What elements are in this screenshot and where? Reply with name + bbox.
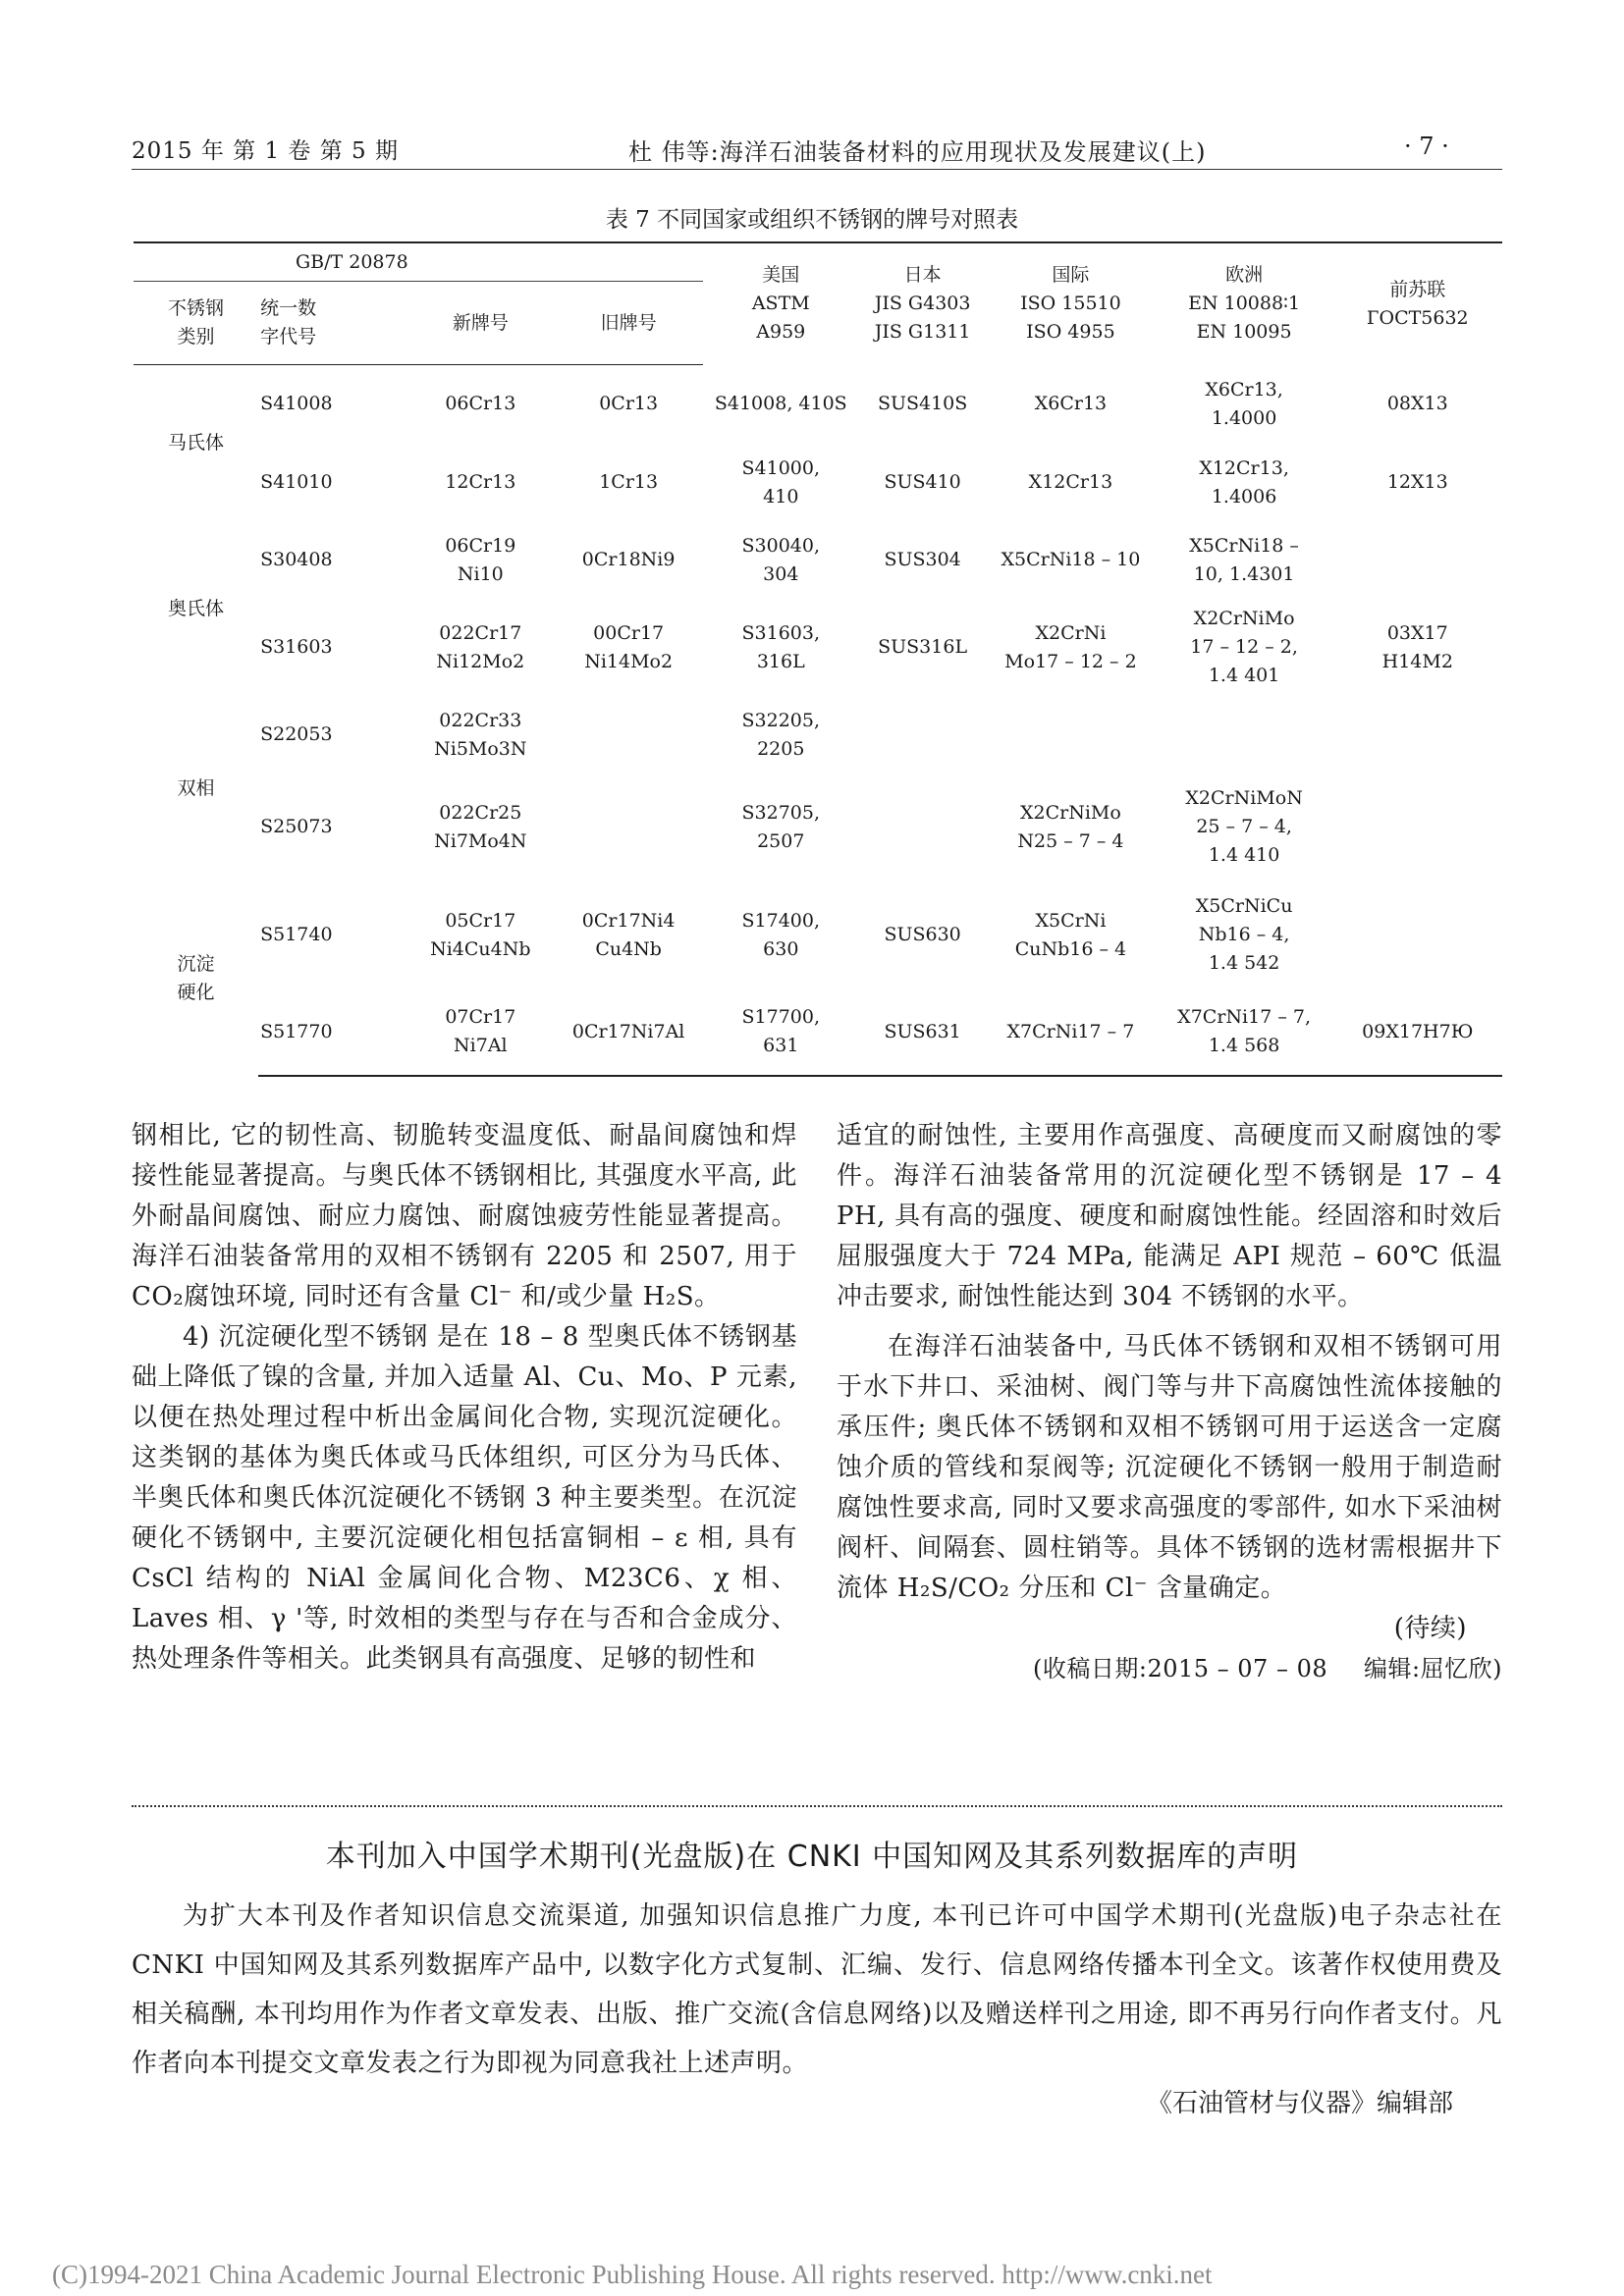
cell-code: S51770 [258, 989, 406, 1076]
table-row [134, 989, 1502, 1076]
table-row [134, 697, 1502, 774]
col-category: 不锈钢 类别 [134, 282, 258, 365]
cell-usa: S31603, 316L [741, 621, 821, 672]
col-code: 统一数 字代号 [258, 282, 406, 365]
grade-comparison-table [134, 241, 1502, 1077]
col-old-grade: 旧牌号 [555, 282, 703, 365]
left-paragraph-1: 钢相比, 它的韧性高、韧脆转变温度低、耐晶间腐蚀和焊接性能显著提高。与奥氏体不锈钢相比, 其强度水平高, 此外耐晶间腐蚀、耐应力腐蚀、耐腐蚀疲劳性能显著提高。海洋石油装备常用的双相不锈钢有 2205 和 2507, 用于 CO₂腐蚀环境, 同时还有含量 Cl⁻ 和/或少量 H₂S。 [132, 1121, 797, 1311]
cell-japan [859, 774, 986, 881]
cell-code: S22053 [260, 723, 333, 745]
cell-usa: S41000, 410 [741, 456, 821, 507]
cell-usa: S32705, 2507 [741, 801, 821, 852]
cell-new-grade: 022Cr33 Ni5Mo3N [434, 709, 527, 760]
col-international: 国际 ISO 15510 ISO 4955 [986, 242, 1155, 365]
notice-body: 为扩大本刊及作者知识信息交流渠道, 加强知识信息推广力度, 本刊已许可中国学术期刊(光盘版)电子杂志社在 CNKI 中国知网及其系列数据库产品中, 以数字化方式复制、汇编、发行、信息网络传播本刊全文。该著作权使用费及相关稿酬, 本刊均用作为作者文章发表、出版、推广交流(含信息网络)以及赠送样刊之用途, 即不再另行向作者支付。凡作者向本刊提交文章发表之行为即视为同意我社上述声明。 [132, 1901, 1502, 2078]
col-europe: 欧洲 EN 10088∶1 EN 10095 [1156, 242, 1333, 365]
table-row [134, 881, 1502, 989]
cell-international: X5CrNi CuNb16 – 4 [1014, 909, 1127, 960]
cell-category: 双相 [177, 777, 215, 799]
table-row [134, 599, 1502, 697]
cell-code: S30408 [260, 549, 333, 570]
table-caption: 表 7 不同国家或组织不锈钢的牌号对照表 [605, 207, 1019, 233]
cell-new-grade: 05Cr17 Ni4Cu4Nb [430, 909, 531, 960]
cell-new-grade: 12Cr13 [445, 471, 516, 493]
cell-europe: X2CrNiMoN 25 – 7 – 4, 1.4 410 [1185, 787, 1303, 866]
cell-ussr: 09X17H7Ю [1333, 989, 1502, 1076]
cell-ussr [1333, 697, 1502, 774]
table-row [134, 522, 1502, 599]
col-ussr: 前苏联 ГОСТ5632 [1333, 242, 1502, 365]
cell-code: S25073 [260, 816, 333, 837]
table-row [134, 444, 1502, 522]
cell-code: S41010 [260, 471, 333, 493]
cell-new-grade: 022Cr17 Ni12Mo2 [436, 621, 525, 672]
cell-category: 马氏体 [168, 432, 225, 454]
cell-old-grade: 0Cr17Ni4 Cu4Nb [581, 909, 676, 960]
cell-usa: S32205, 2205 [741, 709, 821, 760]
cell-usa: S41008, 410S [714, 393, 847, 414]
col-japan: 日本 JIS G4303 JIS G1311 [859, 242, 986, 365]
cell-category: 奥氏体 [168, 598, 225, 619]
cell-code: S41008 [260, 393, 333, 415]
received-date: (收稿日期:2015 – 07 – 08 [1033, 1655, 1328, 1682]
col-new-grade: 新牌号 [406, 282, 555, 365]
cell-new-grade: 07Cr17 Ni7Al [406, 989, 555, 1076]
cell-international: X12Cr13 [1028, 471, 1113, 493]
copyright-footer: (C)1994-2021 China Academic Journal Electronic Publishing House. All rights reserved. http://www.cnki.net [52, 2260, 1213, 2289]
cell-ussr: 03X17 H14M2 [1381, 621, 1453, 672]
cell-international: X2CrNi Mo17 – 12 – 2 [1004, 621, 1137, 672]
section-divider [132, 1805, 1502, 1807]
cell-japan: SUS410S [877, 393, 968, 414]
cell-japan: SUS410 [884, 471, 961, 493]
table-row [134, 774, 1502, 881]
left-column [132, 1116, 797, 1680]
cell-old-grade: 0Cr13 [599, 393, 659, 415]
cell-code: S31603 [260, 636, 333, 658]
cell-ussr [1333, 522, 1502, 599]
cell-international [986, 697, 1155, 774]
cell-europe: X5CrNiCu Nb16 – 4, 1.4 542 [1195, 895, 1293, 974]
cell-usa: S17700, 631 [703, 989, 859, 1076]
cell-international: X5CrNi18 – 10 [1001, 549, 1141, 570]
gb-standard-header: GB/T 20878 [134, 242, 703, 282]
cell-europe: X5CrNi18 – 10, 1.4301 [1189, 534, 1299, 585]
journal-issue-info: 2015 年 第 1 卷 第 5 期 [132, 138, 399, 164]
received-editor-line [837, 1649, 1502, 1689]
cell-ussr [1333, 774, 1502, 881]
cell-usa: S17400, 630 [741, 909, 821, 960]
right-paragraph-2: 在海洋石油装备中, 马氏体不锈钢和双相不锈钢可用于水下井口、采油树、阀门等与井下高腐蚀性流体接触的承压件; 奥氏体不锈钢和双相不锈钢可用于运送含一定腐蚀介质的管线和泵阀等; 沉淀硬化不锈钢一般用于制造耐腐蚀性要求高, 同时又要求高强度的零部件, 如水下采油树阀杆、间隔套、圆柱销等。具体不锈钢的选材需根据井下流体 H₂S/CO₂ 分压和 Cl⁻ 含量确定。 [837, 1332, 1502, 1603]
cell-usa: S30040, 304 [741, 534, 821, 585]
cell-japan: SUS631 [859, 989, 986, 1076]
cell-japan: SUS630 [884, 924, 961, 945]
to-be-continued: (待续) [1393, 1614, 1467, 1643]
cell-international: X6Cr13 [1034, 393, 1108, 414]
cell-old-grade: 1Cr13 [599, 471, 659, 493]
right-column [837, 1116, 1502, 1689]
cell-international: X7CrNi17 – 7 [986, 989, 1155, 1076]
cell-old-grade: 0Cr18Ni9 [581, 549, 676, 570]
cell-japan [859, 697, 986, 774]
cell-new-grade: 06Cr19 Ni10 [445, 534, 516, 585]
cell-europe [1156, 697, 1333, 774]
left-paragraph-2: 4) 沉淀硬化型不锈钢 是在 18 – 8 型奥氏体不锈钢基础上降低了镍的含量, 并加入适量 Al、Cu、Mo、P 元素, 以便在热处理过程中析出金属间化合物, 实现沉淀硬化。这类钢的基体为奥氏体或马氏体组织, 可区分为马氏体、半奥氏体和奥氏体沉淀硬化不锈钢 3 种主要类型。在沉淀硬化不锈钢中, 主要沉淀硬化相包括富铜相 – ε 相, 具有 CsCl 结构的 NiAl 金属间化合物、M23C6、χ 相、Laves 相、γ '等, 时效相的类型与存在与否和合金成分、热处理条件等相关。此类钢具有高强度、足够的韧性和 [132, 1322, 797, 1674]
cell-new-grade: 022Cr25 Ni7Mo4N [434, 801, 527, 852]
cell-old-grade [555, 774, 703, 881]
cell-europe: X2CrNiMo 17 – 12 – 2, 1.4 401 [1190, 608, 1298, 686]
notice-signature: 《石油管材与仪器》编辑部 [1146, 2089, 1453, 2118]
cell-category: 沉淀 硬化 [177, 952, 215, 1003]
cell-japan: SUS304 [884, 549, 961, 570]
cell-old-grade [555, 697, 703, 774]
cell-ussr: 08X13 [1386, 393, 1448, 414]
right-paragraph-1: 适宜的耐蚀性, 主要用作高强度、高硬度而又耐腐蚀的零件。海洋石油装备常用的沉淀硬化型不锈钢是 17 – 4 PH, 具有高的强度、硬度和耐腐蚀性能。经固溶和时效后屈服强度大于 724 MPa, 能满足 API 规范 – 60℃ 低温冲击要求, 耐蚀性能达到 304 不锈钢的水平。 [837, 1121, 1502, 1311]
cell-europe: X6Cr13, 1.4000 [1205, 378, 1283, 429]
page-number: · 7 · [1404, 133, 1449, 160]
cell-old-grade: 0Cr17Ni7Al [555, 989, 703, 1076]
cell-europe: X12Cr13, 1.4006 [1199, 456, 1289, 507]
cell-ussr [1333, 881, 1502, 989]
col-usa: 美国 ASTM A959 [703, 242, 859, 365]
running-title: 杜 伟等:海洋石油装备材料的应用现状及发展建议(上) [628, 138, 1207, 166]
cell-europe: X7CrNi17 – 7, 1.4 568 [1156, 989, 1333, 1076]
editor-name: 编辑:屈忆欣) [1364, 1655, 1502, 1682]
cell-code: S51740 [260, 924, 333, 945]
cell-japan: SUS316L [878, 636, 968, 658]
cell-ussr: 12X13 [1386, 471, 1448, 493]
cell-old-grade: 00Cr17 Ni14Mo2 [584, 621, 674, 672]
table-row [134, 365, 1502, 444]
cell-international: X2CrNiMo N25 – 7 – 4 [1017, 801, 1124, 852]
cell-new-grade: 06Cr13 [445, 393, 516, 415]
notice-title: 本刊加入中国学术期刊(光盘版)在 CNKI 中国知网及其系列数据库的声明 [325, 1840, 1299, 1874]
header-rule [132, 169, 1502, 170]
